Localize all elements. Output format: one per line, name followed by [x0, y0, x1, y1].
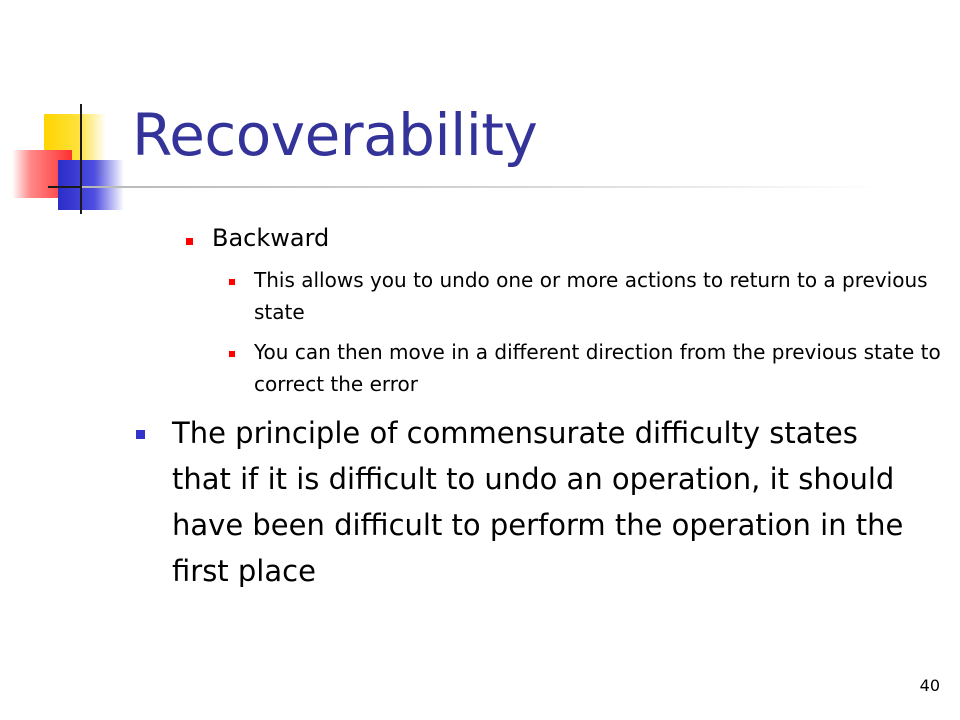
bullet-square-icon	[186, 238, 193, 245]
main-bullet-square-icon	[136, 430, 145, 439]
sub-bullet-undo: This allows you to undo one or more actions to return to a previous state	[254, 268, 928, 324]
slide-title: Recoverability	[132, 101, 538, 169]
vertical-line-decoration	[80, 104, 82, 214]
sub-bullet-direction: You can then move in a different direction from the previous state to correct the error	[254, 340, 941, 396]
bullet-commensurate-difficulty: The principle of commensurate difficulty states that if it is difficult to undo an operation, it should have been difficult to perform the operation in the first place	[172, 416, 904, 588]
bullet-backward: Backward	[212, 224, 330, 252]
blue-square-decoration	[58, 160, 124, 210]
page-number: 40	[919, 676, 940, 695]
title-underline	[82, 186, 882, 188]
sub-bullet-square-icon	[229, 279, 235, 285]
sub-bullet-square-icon	[229, 351, 235, 357]
